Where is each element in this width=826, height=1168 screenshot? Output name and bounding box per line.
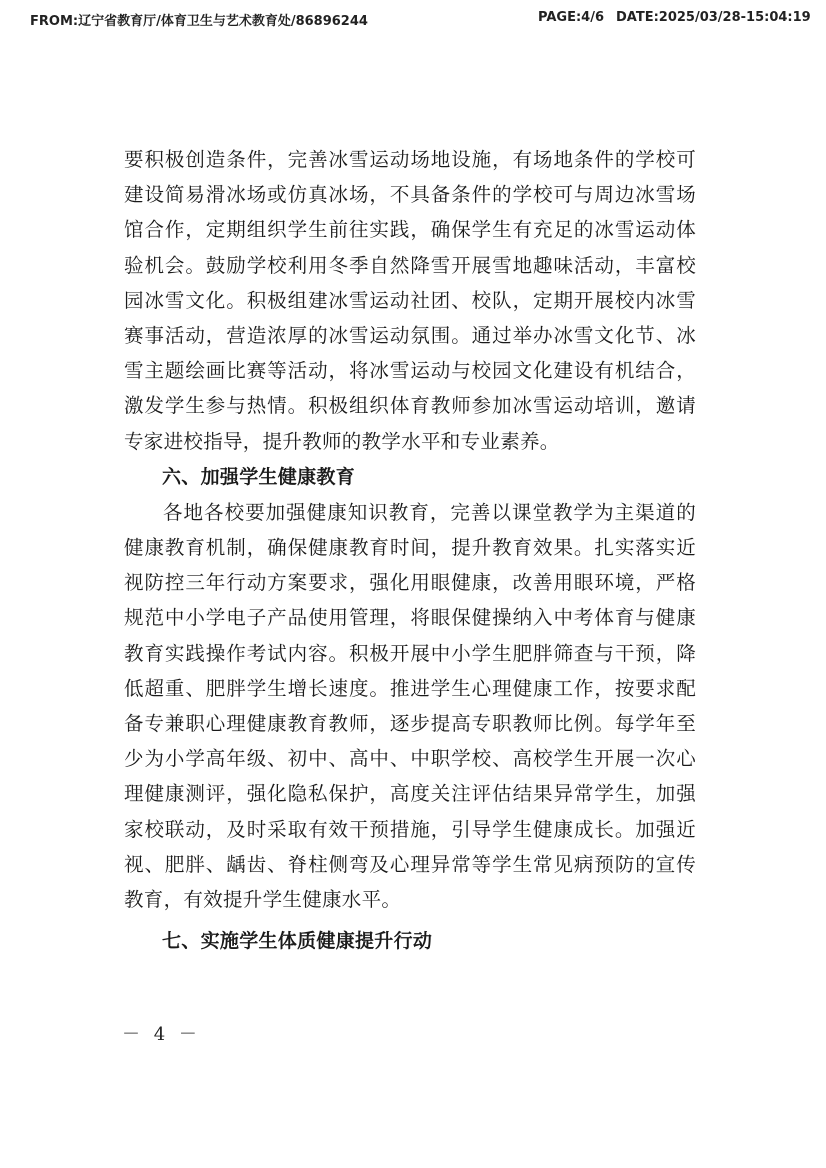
paragraph-health-education: 各地各校要加强健康知识教育，完善以课堂教学为主渠道的健康教育机制，确保健康教育时间，提升教育效果。扎实落实近视防控三年行动方案要求，强化用眼健康，改善用眼环境，严格规范中小学电子产品使用管理，将眼保健操纳入中考体育与健康教育实践操作考试内容。积极开展中小学生肥胖筛查与干预，降低超重、肥胖学生增长速度。推进学生心理健康工作，按要求配备专兼职心理健康教育教师，逐步提高专职教师比例。每学年至少为小学高年级、初中、高中、中职学校、高校学生开展一次心理健康测评，强化隐私保护，高度关注评估结果异常学生，加强家校联动，及时采取有效干预措施，引导学生健康成长。加强近视、肥胖、龋齿、脊柱侧弯及心理异常等学生常见病预防的宣传教育，有效提升学生健康水平。 — [124, 500, 696, 912]
document-body — [124, 142, 696, 963]
paragraph-winter-sports: 要积极创造条件，完善冰雪运动场地设施，有场地条件的学校可建设简易滑冰场或仿真冰场，不具备条件的学校可与周边冰雪场馆合作，定期组织学生前往实践，确保学生有充足的冰雪运动体验机会。鼓励学校利用冬季自然降雪开展雪地趣味活动，丰富校园冰雪文化。积极组建冰雪运动社团、校队，定期开展校内冰雪赛事活动，营造浓厚的冰雪运动氛围。通过举办冰雪文化节、冰雪主题绘画比赛等活动，将冰雪运动与校园文化建设有机结合，激发学生参与热情。积极组织体育教师参加冰雪运动培训，邀请专家进校指导，提升教师的教学水平和专业素养。 — [124, 148, 696, 453]
fax-timestamp: DATE:2025/03/28-15:04:19 — [616, 10, 811, 25]
fax-header — [30, 10, 811, 32]
fax-page-indicator: PAGE:4/6 — [538, 10, 604, 25]
section-heading-7: 七、实施学生体质健康提升行动 — [162, 930, 433, 953]
page-number: － 4 － — [122, 1024, 201, 1045]
section-heading-6: 六、加强学生健康教育 — [162, 465, 356, 488]
fax-from-line: FROM:辽宁省教育厅/体育卫生与艺术教育处/86896244 — [30, 14, 368, 29]
